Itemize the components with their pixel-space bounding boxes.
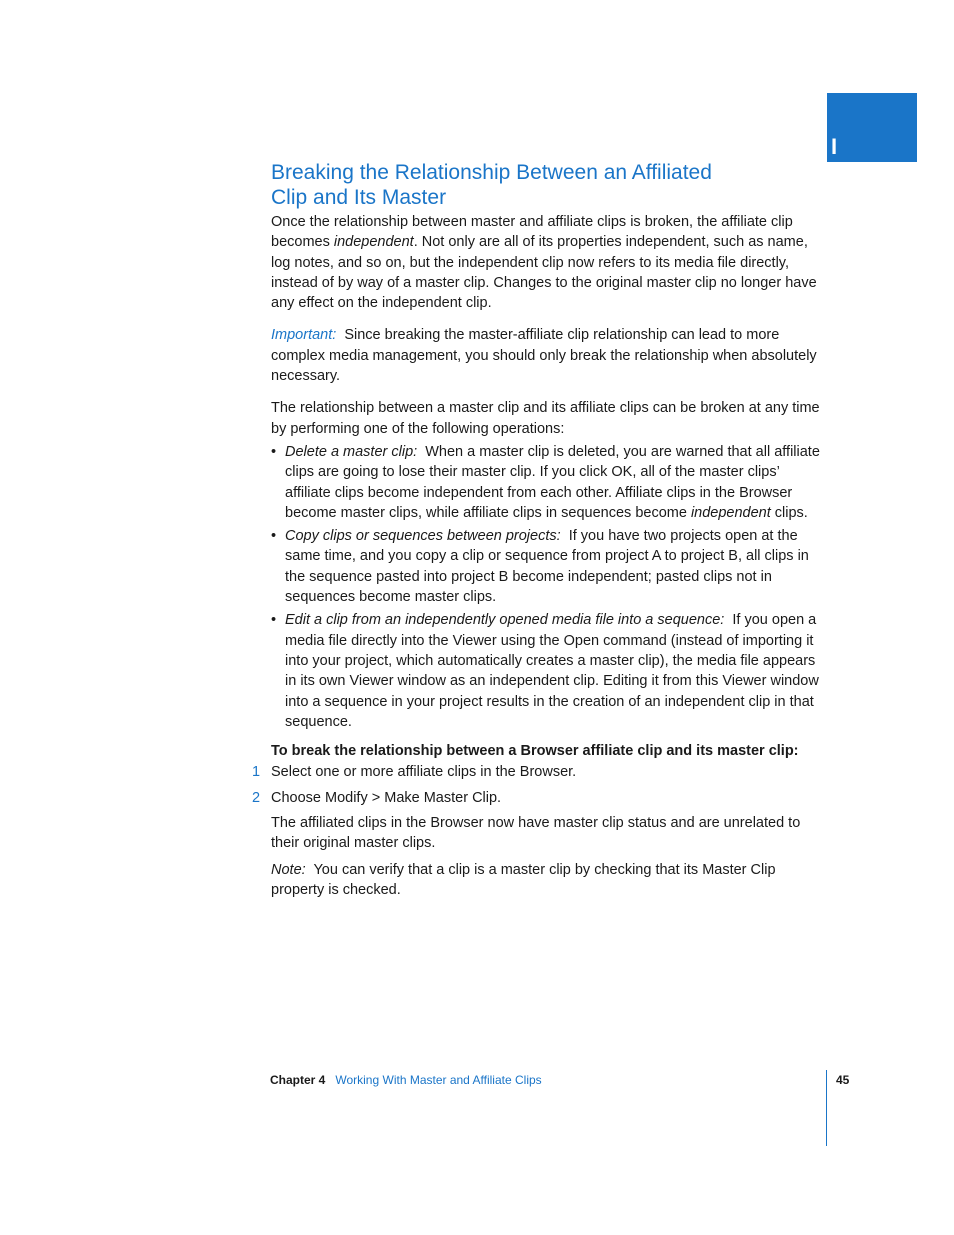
bullet-text: When a master clip is deleted, you are warned that all affiliate clips are going to lose their master clip. If you click OK, all of the master clips’ affiliate clips become independent from each other. Affiliate clips in the Browser become master clips, while affiliate clips in sequences become: [285, 443, 820, 521]
note-text: You can verify that a clip is a master clip by checking that its Master Clip property is checked.: [271, 861, 776, 898]
step-number: 1: [252, 764, 261, 781]
important-label: Important:: [271, 327, 337, 344]
bullet-text: If you have two projects open at the same time, and you copy a clip or sequence from project A to project B, all clips in the sequence pasted into project B become independent; pasted clips not in sequences become master clips.: [285, 528, 809, 606]
intro-paragraph: [271, 212, 827, 313]
note-callout: [271, 860, 827, 901]
footer-divider: [826, 1070, 827, 1146]
section-title: Breaking the Relationship Between an Affiliated Clip and Its Master: [271, 161, 712, 209]
step-text: Choose Modify > Make Master Clip.: [271, 789, 502, 806]
step-item: [252, 788, 827, 808]
bullet-icon: •: [271, 612, 277, 629]
page-content: [252, 160, 827, 900]
page-footer: [270, 1072, 542, 1088]
intro-text-1: Once the relationship between master and affiliate clips is broken, the affiliate clip becomes: [271, 214, 793, 251]
procedure-steps: [252, 762, 827, 808]
intro-text-2: . Not only are all of its properties independent, such as name, log notes, and so on, but the independent clip now refers to its media file directly, instead of by way of a master clip. Changes to the original master clip no longer have any effect on the independent clip.: [271, 234, 817, 312]
step-item: [252, 762, 827, 782]
bullet-term: Copy clips or sequences between projects:: [285, 528, 561, 545]
list-item: [271, 610, 827, 732]
result-paragraph: The affiliated clips in the Browser now have master clip status and are unrelated to their original master clips.: [271, 815, 801, 852]
chapter-tab: [827, 93, 917, 162]
step-text: Select one or more affiliate clips in the Browser.: [271, 764, 577, 781]
page-number: 45: [836, 1073, 850, 1087]
important-text: Since breaking the master-affiliate clip relationship can lead to more complex media management, you should only break the relationship when absolutely necessary.: [271, 327, 817, 385]
note-label: Note:: [271, 861, 306, 878]
bullet-term: Delete a master clip:: [285, 443, 418, 460]
bullet-text: If you open a media file directly into the Viewer using the Open command (instead of importing it into your project, which automatically creates a master clip), the media file appears in its own Viewer window as an independent clip. Editing it from this Viewer window into a sequence in your project results in the creation of an independent clip in that sequence.: [285, 612, 819, 730]
footer-chapter: Chapter 4: [270, 1073, 326, 1087]
bullet-tail: clips.: [770, 504, 808, 521]
intro-emphasis: independent: [333, 234, 414, 251]
list-item: [271, 442, 827, 523]
operations-list: [271, 442, 827, 732]
bullet-term: Edit a clip from an independently opened media file into a sequence:: [285, 612, 725, 629]
important-callout: [271, 325, 827, 386]
footer-chapter-title: Working With Master and Affiliate Clips: [335, 1073, 542, 1087]
operations-intro: The relationship between a master clip and its affiliate clips can be broken at any time by performing one of the following operations:: [271, 400, 820, 437]
bullet-icon: •: [271, 528, 277, 545]
procedure-title: To break the relationship between a Browser affiliate clip and its master clip:: [271, 743, 799, 760]
list-item: [271, 526, 827, 607]
bullet-emphasis: independent: [690, 504, 771, 521]
chapter-tab-label: I: [831, 134, 838, 159]
step-number: 2: [252, 789, 261, 806]
bullet-icon: •: [271, 443, 277, 460]
